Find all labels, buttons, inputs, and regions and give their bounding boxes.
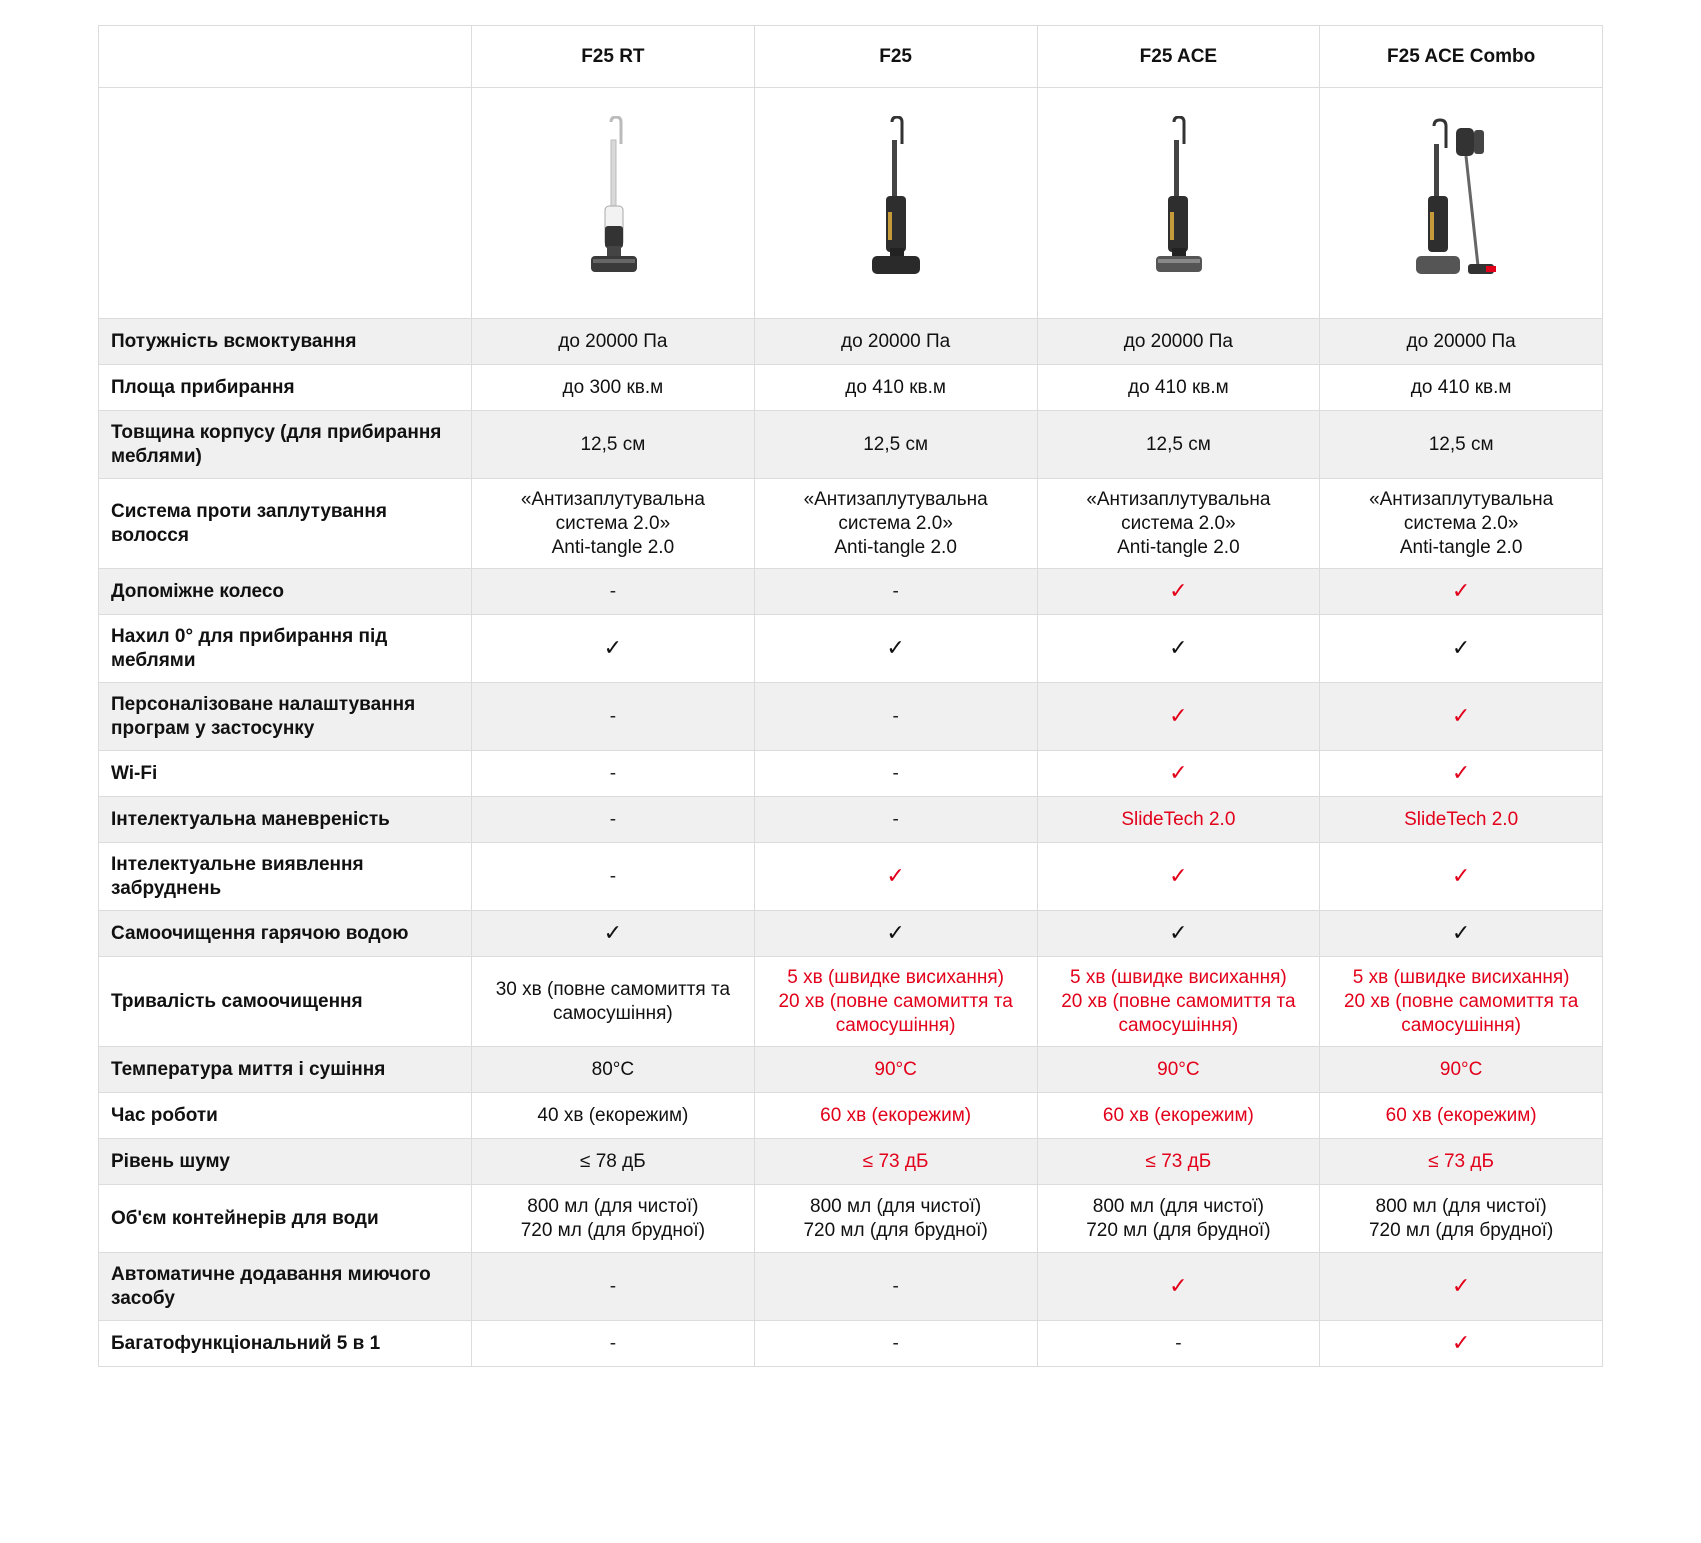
dash-value: -	[609, 865, 617, 887]
header-corner	[99, 26, 472, 88]
product-image-cell	[1037, 88, 1320, 319]
spec-value-line: Anti-tangle 2.0	[551, 536, 675, 558]
table-row	[99, 1139, 1603, 1185]
spec-value-cell	[1037, 957, 1320, 1047]
spec-value-cell	[472, 1139, 755, 1185]
vacuum-dark-icon	[866, 116, 926, 286]
spec-value-line: 720 мл (для брудної)	[803, 1219, 988, 1241]
row-label: Wi-Fi	[99, 751, 472, 797]
spec-value: SlideTech 2.0	[1404, 808, 1519, 830]
spec-value-cell	[754, 683, 1037, 751]
spec-value-cell	[1320, 1093, 1603, 1139]
dash-value: -	[609, 1332, 617, 1354]
row-label: Площа прибирання	[99, 365, 472, 411]
table-row	[99, 569, 1603, 615]
spec-value-line: Anti-tangle 2.0	[1117, 536, 1240, 558]
dash-value: -	[609, 762, 617, 784]
table-row	[99, 797, 1603, 843]
row-label: Час роботи	[99, 1093, 472, 1139]
spec-value: 60 хв (екорежим)	[1102, 1104, 1254, 1126]
spec-value-cell	[754, 797, 1037, 843]
spec-value: ≤ 78 дБ	[580, 1150, 646, 1172]
spec-value-cell	[1037, 797, 1320, 843]
spec-value-cell	[1320, 751, 1603, 797]
spec-value: 12,5 см	[1145, 433, 1211, 455]
spec-value-cell	[1320, 957, 1603, 1047]
spec-value-cell	[754, 479, 1037, 569]
dash-value: -	[1175, 1332, 1182, 1354]
spec-value-line: система 2.0»	[1403, 512, 1519, 534]
dash-value: -	[892, 762, 899, 784]
spec-rows	[99, 319, 1603, 1367]
spec-value-line: 720 мл (для брудної)	[1086, 1219, 1271, 1241]
spec-value-cell	[1037, 319, 1320, 365]
spec-value: ≤ 73 дБ	[1428, 1150, 1494, 1172]
spec-value-cell	[754, 1093, 1037, 1139]
spec-value-cell	[1037, 911, 1320, 957]
product-image-cell	[754, 88, 1037, 319]
spec-value-cell	[1320, 1139, 1603, 1185]
row-label: Персоналізоване налаштування програм у застосунку	[99, 683, 472, 751]
spec-value-cell	[1320, 319, 1603, 365]
header-row	[99, 26, 1603, 88]
spec-value-cell	[472, 1047, 755, 1093]
spec-value: до 300 кв.м	[562, 376, 664, 398]
spec-value-line: система 2.0»	[555, 512, 671, 534]
spec-value-cell	[754, 365, 1037, 411]
spec-value-cell	[472, 1321, 755, 1367]
spec-value-cell	[754, 1253, 1037, 1321]
table-row	[99, 957, 1603, 1047]
table-row	[99, 1093, 1603, 1139]
spec-value-line: «Антизаплутувальна	[803, 488, 988, 510]
spec-value-cell	[472, 683, 755, 751]
product-name-f25-ace: F25 ACE	[1037, 26, 1320, 88]
spec-value: до 410 кв.м	[845, 376, 946, 398]
spec-value-cell	[1037, 751, 1320, 797]
spec-value: 12,5 см	[863, 433, 929, 455]
spec-value-cell	[472, 615, 755, 683]
spec-value: ≤ 73 дБ	[862, 1150, 929, 1172]
spec-value-cell	[472, 957, 755, 1047]
spec-value: до 410 кв.м	[1128, 376, 1229, 398]
spec-value: 80°C	[591, 1058, 635, 1080]
table-row	[99, 411, 1603, 479]
row-label: Потужність всмоктування	[99, 319, 472, 365]
spec-value: 40 хв (екорежим)	[537, 1104, 689, 1126]
spec-value-line: 720 мл (для брудної)	[520, 1219, 706, 1241]
row-label: Автоматичне додавання миючого засобу	[99, 1253, 472, 1321]
spec-value-cell	[1037, 1139, 1320, 1185]
spec-value-cell	[754, 569, 1037, 615]
spec-value-cell	[1320, 797, 1603, 843]
row-label: Нахил 0° для прибирання під меблями	[99, 615, 472, 683]
row-label: Самоочищення гарячою водою	[99, 911, 472, 957]
spec-value-cell	[1037, 1253, 1320, 1321]
spec-value-cell	[1320, 911, 1603, 957]
spec-value-cell	[754, 411, 1037, 479]
spec-value-line: самосушіння)	[552, 1002, 673, 1024]
spec-value: 12,5 см	[580, 433, 646, 455]
spec-value-line: 800 мл (для чистої)	[1092, 1195, 1264, 1217]
table-row	[99, 365, 1603, 411]
row-label: Рівень шуму	[99, 1139, 472, 1185]
spec-value-cell	[472, 1093, 755, 1139]
check-icon: ✓	[1169, 919, 1188, 945]
check-icon: ✓	[1451, 919, 1471, 945]
spec-value-line: самосушіння)	[1118, 1014, 1239, 1036]
spec-value-cell	[1320, 615, 1603, 683]
row-label: Інтелектуальне виявлення забруднень	[99, 843, 472, 911]
spec-value-cell	[472, 797, 755, 843]
spec-value-cell	[1320, 1047, 1603, 1093]
spec-value-line: «Антизаплутувальна	[1369, 488, 1554, 510]
spec-value-cell	[754, 615, 1037, 683]
spec-value: 60 хв (екорежим)	[820, 1104, 972, 1126]
spec-value: до 20000 Па	[558, 330, 668, 352]
vacuum-combo-icon	[1416, 116, 1506, 286]
check-red-icon: ✓	[1451, 759, 1471, 785]
table-row	[99, 751, 1603, 797]
spec-value: 90°C	[1157, 1058, 1200, 1080]
spec-value-line: 20 хв (повне самомиття та	[1343, 990, 1579, 1012]
dash-value: -	[609, 808, 617, 830]
spec-value-cell	[1320, 479, 1603, 569]
spec-value-cell	[472, 843, 755, 911]
check-red-icon: ✓	[886, 862, 905, 888]
spec-value-cell	[754, 957, 1037, 1047]
spec-value-line: «Антизаплутувальна	[1086, 488, 1271, 510]
check-icon: ✓	[603, 634, 623, 660]
spec-value-cell	[1320, 683, 1603, 751]
product-name-f25-rt: F25 RT	[472, 26, 755, 88]
check-red-icon: ✓	[1451, 1272, 1471, 1298]
spec-value-cell	[1320, 843, 1603, 911]
spec-value-line: 20 хв (повне самомиття та	[1061, 990, 1296, 1012]
spec-value-cell	[1037, 615, 1320, 683]
spec-value-line: Anti-tangle 2.0	[834, 536, 957, 558]
spec-value: 60 хв (екорежим)	[1385, 1104, 1537, 1126]
table-row	[99, 319, 1603, 365]
spec-value-cell	[1037, 411, 1320, 479]
spec-value: до 20000 Па	[1123, 330, 1234, 352]
product-name-f25-ace-combo: F25 ACE Combo	[1320, 26, 1603, 88]
check-icon: ✓	[886, 634, 905, 660]
spec-value-cell	[472, 479, 755, 569]
spec-value-line: 5 хв (швидке висихання)	[787, 966, 1004, 988]
row-label: Температура миття і сушіння	[99, 1047, 472, 1093]
spec-value-cell	[472, 1185, 755, 1253]
table-row	[99, 615, 1603, 683]
spec-value-line: самосушіння)	[1401, 1014, 1521, 1036]
spec-value-cell	[1320, 1253, 1603, 1321]
spec-value-line: 5 хв (швидке висихання)	[1352, 966, 1570, 988]
image-corner	[99, 88, 472, 319]
check-red-icon: ✓	[1451, 702, 1471, 728]
spec-value-cell	[1037, 1185, 1320, 1253]
spec-value-line: 5 хв (швидке висихання)	[1070, 966, 1287, 988]
row-label: Товщина корпусу (для прибирання меблями)	[99, 411, 472, 479]
dash-value: -	[892, 580, 899, 602]
spec-value: ≤ 73 дБ	[1145, 1150, 1212, 1172]
spec-value-cell	[1320, 1185, 1603, 1253]
spec-value-line: «Антизаплутувальна	[520, 488, 705, 510]
check-icon: ✓	[1451, 634, 1471, 660]
spec-value: до 20000 Па	[840, 330, 951, 352]
spec-value-cell	[1037, 479, 1320, 569]
spec-value-cell	[1320, 365, 1603, 411]
table-row	[99, 479, 1603, 569]
row-label: Об'єм контейнерів для води	[99, 1185, 472, 1253]
check-red-icon: ✓	[1451, 862, 1471, 888]
spec-value: 90°C	[1439, 1058, 1483, 1080]
spec-value-cell	[754, 319, 1037, 365]
image-row	[99, 88, 1603, 319]
spec-value-cell	[754, 843, 1037, 911]
table-row	[99, 843, 1603, 911]
row-label: Багатофункціональний 5 в 1	[99, 1321, 472, 1367]
spec-value-cell	[1037, 1321, 1320, 1367]
spec-value: SlideTech 2.0	[1121, 808, 1236, 830]
spec-value-cell	[1037, 843, 1320, 911]
spec-value-line: 800 мл (для чистої)	[1375, 1195, 1547, 1217]
spec-value: 12,5 см	[1428, 433, 1494, 455]
spec-value: 90°C	[874, 1058, 917, 1080]
spec-value: до 20000 Па	[1406, 330, 1516, 352]
vacuum-dark-icon	[1148, 116, 1208, 286]
spec-value-cell	[472, 411, 755, 479]
dash-value: -	[892, 1332, 899, 1354]
spec-value-cell	[1037, 683, 1320, 751]
spec-value-cell	[1037, 1093, 1320, 1139]
spec-value-line: 30 хв (повне самомиття та	[495, 978, 731, 1000]
dash-value: -	[609, 705, 617, 727]
check-red-icon: ✓	[1451, 1329, 1471, 1355]
product-image-cell	[472, 88, 755, 319]
table-row	[99, 1047, 1603, 1093]
row-label: Допоміжне колесо	[99, 569, 472, 615]
dash-value: -	[609, 1275, 617, 1297]
spec-value: до 410 кв.м	[1410, 376, 1512, 398]
spec-value-cell	[1320, 569, 1603, 615]
table-row	[99, 1185, 1603, 1253]
check-red-icon: ✓	[1169, 702, 1188, 728]
spec-value-line: Anti-tangle 2.0	[1399, 536, 1523, 558]
table-row	[99, 1321, 1603, 1367]
spec-value-line: система 2.0»	[1121, 512, 1236, 534]
spec-value-cell	[754, 911, 1037, 957]
check-red-icon: ✓	[1169, 1272, 1188, 1298]
table-row	[99, 683, 1603, 751]
table-row	[99, 911, 1603, 957]
spec-value-cell	[1037, 365, 1320, 411]
check-red-icon: ✓	[1169, 759, 1188, 785]
spec-value-cell	[1037, 569, 1320, 615]
dash-value: -	[609, 580, 617, 602]
spec-value-line: самосушіння)	[835, 1014, 956, 1036]
check-icon: ✓	[603, 919, 623, 945]
spec-value-cell	[1320, 1321, 1603, 1367]
dash-value: -	[892, 705, 899, 727]
check-icon: ✓	[1169, 634, 1188, 660]
spec-value-cell	[472, 319, 755, 365]
row-label: Інтелектуальна маневреність	[99, 797, 472, 843]
spec-value-line: 800 мл (для чистої)	[527, 1195, 699, 1217]
product-image-cell	[1320, 88, 1603, 319]
spec-value-cell	[1037, 1047, 1320, 1093]
spec-value-line: система 2.0»	[838, 512, 953, 534]
spec-value-cell	[1320, 411, 1603, 479]
row-label: Система проти заплутування волосся	[99, 479, 472, 569]
spec-value-cell	[472, 1253, 755, 1321]
product-name-f25: F25	[754, 26, 1037, 88]
spec-value-line: 720 мл (для брудної)	[1368, 1219, 1554, 1241]
spec-value-cell	[472, 911, 755, 957]
dash-value: -	[892, 1275, 899, 1297]
spec-value-cell	[754, 1139, 1037, 1185]
check-icon: ✓	[886, 919, 905, 945]
check-red-icon: ✓	[1451, 577, 1471, 603]
comparison-table	[98, 25, 1603, 1367]
spec-value-line: 800 мл (для чистої)	[810, 1195, 982, 1217]
table-row	[99, 1253, 1603, 1321]
dash-value: -	[892, 808, 899, 830]
spec-value-cell	[472, 365, 755, 411]
spec-value-cell	[754, 1047, 1037, 1093]
spec-value-line: 20 хв (повне самомиття та	[778, 990, 1013, 1012]
vacuum-white-icon	[583, 116, 643, 286]
spec-value-cell	[754, 1185, 1037, 1253]
check-red-icon: ✓	[1169, 862, 1188, 888]
spec-value-cell	[472, 569, 755, 615]
spec-value-cell	[472, 751, 755, 797]
row-label: Тривалість самоочищення	[99, 957, 472, 1047]
spec-value-cell	[754, 751, 1037, 797]
spec-value-cell	[754, 1321, 1037, 1367]
check-red-icon: ✓	[1169, 577, 1188, 603]
